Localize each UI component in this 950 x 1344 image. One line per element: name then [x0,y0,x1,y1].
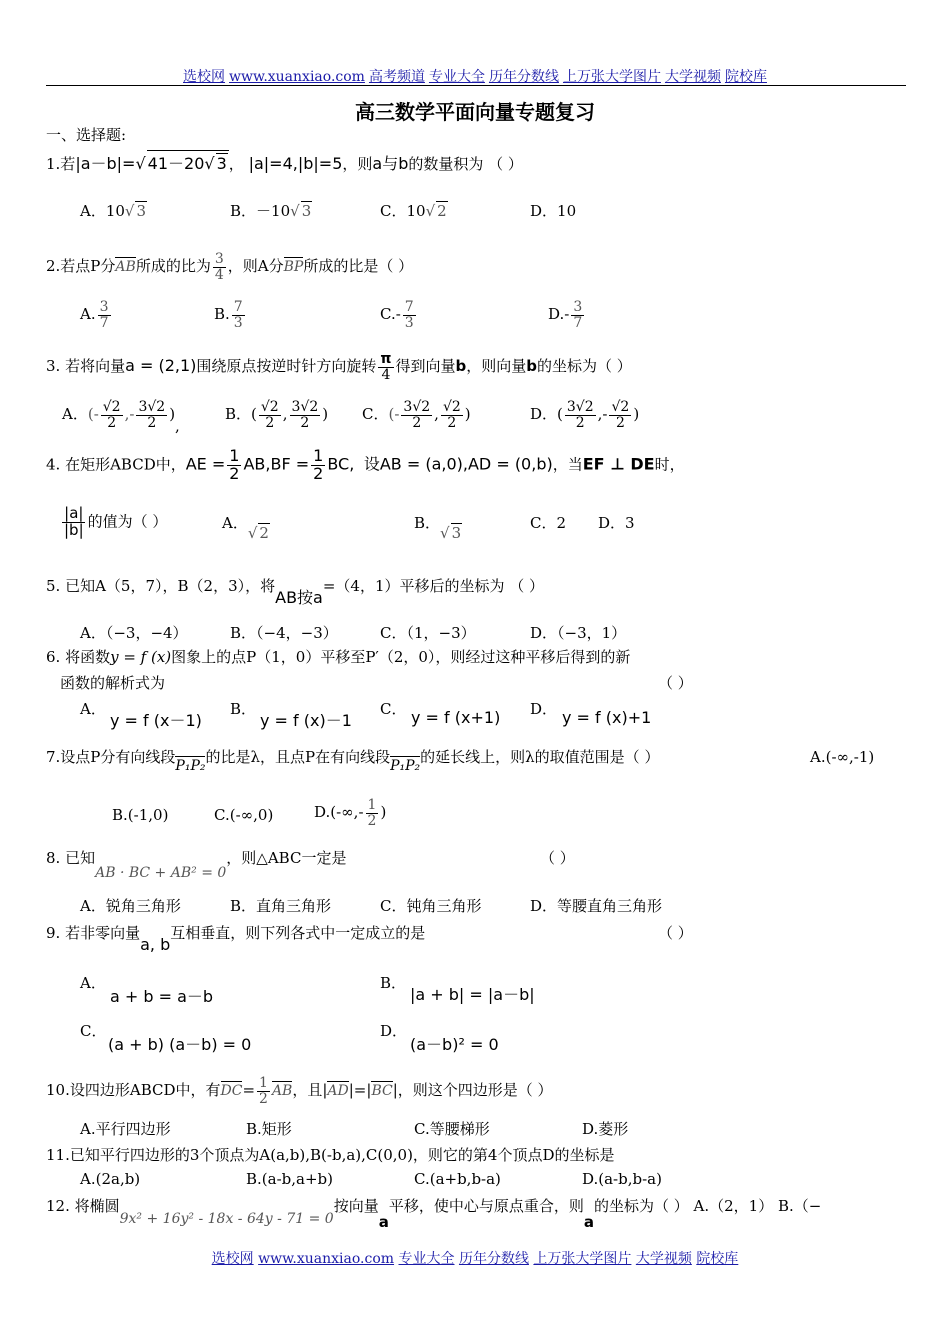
question-4: 4. 在矩形ABCD中，AE = $\frac{1}{2}$ AB,BF = $\frac{1}{2}$ BC, 设AB = (a,0),AD = (0,b)，当EF ⊥ DE时， [46,446,685,483]
header-link[interactable]: 大学视频 [664,69,721,85]
q1-comma: ， [228,155,244,173]
vector-ab: AB [115,255,135,275]
vector-p1p2: P₁P₂ [390,754,420,774]
q1-option-d[interactable]: D．10 [530,202,577,220]
q1-option-c[interactable]: C．10√ 2 [380,202,447,220]
q4-perpendicular: EF ⊥ DE [582,454,655,474]
q9-option-a[interactable]: A． [80,974,106,992]
q8-option-c[interactable]: C．钝角三角形 [380,897,482,915]
q10-option-c[interactable]: C.等腰梯形 [414,1120,490,1138]
q5-option-c[interactable]: C．（1，−3） [380,624,476,642]
page-title: 高三数学平面向量专题复习 [355,100,595,124]
q10-option-a[interactable]: A.平行四边形 [80,1120,171,1138]
header-link[interactable]: 院校库 [724,69,767,85]
footer-links [0,1248,950,1268]
q7-option-a[interactable]: A.(-∞,-1) [810,748,875,766]
q8-answer-paren: （ ） [540,849,575,867]
header-link[interactable]: 高考频道 [368,69,425,85]
q5-vector: AB按a [275,588,323,607]
footer-link[interactable]: 院校库 [696,1251,739,1267]
q11-option-c[interactable]: C.(a+b,b-a) [414,1170,501,1188]
q4-option-b[interactable]: B．√ 3 [414,514,462,542]
q2-fraction: $\frac{3}{4}$ [214,251,224,283]
q2-option-b[interactable]: B. $\frac{7}{3}$ [214,299,243,331]
q2-option-c[interactable]: C.- $\frac{7}{3}$ [380,299,414,331]
vector-p1p2: P₁P₂ [175,754,205,774]
q9-option-d-formula: (a－b)² = 0 [410,1035,499,1054]
q1-condition-2: |a|=4,|b|=5 [248,154,343,173]
footer-link[interactable]: 上万张大学图片 [533,1251,632,1267]
header-link[interactable]: 历年分数线 [488,69,559,85]
q10-option-d[interactable]: D.菱形 [582,1120,629,1138]
q12-ellipse-equation: 9x² + 16y² - 18x - 64y - 71 = 0 [119,1211,334,1227]
vector-bp: BP [284,255,304,275]
question-9: 9. 若非零向量a, b互相垂直，则下列各式中一定成立的是 [46,924,426,954]
footer-link[interactable]: 选校网 [211,1251,254,1267]
q8-option-b[interactable]: B．直角三角形 [230,897,332,915]
q5-option-b[interactable]: B．（−4，−3） [230,624,338,642]
q9-option-c-formula: (a + b) (a－b) = 0 [108,1035,252,1054]
q6-option-a-formula: y = f (x－1) [110,711,202,730]
footer-link[interactable]: 大学视频 [635,1251,692,1267]
q3-option-d[interactable]: D．( $\frac{3√2}{2}$ ,- $\frac{√2}{2}$ ) [530,399,640,431]
q11-option-d[interactable]: D.(a-b,b-a) [582,1170,662,1188]
header-link[interactable]: 专业大全 [428,69,485,85]
q6-option-c-formula: y = f (x+1) [411,708,501,727]
q6-line-2: 函数的解析式为 [60,674,166,692]
q9-option-b[interactable]: B． [380,974,407,992]
q1-tail: 的数量积为 （ ） [408,155,523,173]
q3-option-a[interactable]: A．(- $\frac{√2}{2}$ ,- $\frac{3√2}{2}$ ), [62,399,180,436]
section-heading: 一、选择题: [46,126,127,144]
q8-expression: AB · BC + AB² = 0 [95,865,227,881]
q9-option-d[interactable]: D． [380,1022,408,1040]
question-8: 8. 已知AB · BC + AB² = 0，则△ABC一定是 [46,849,347,881]
question-10: 10.设四边形ABCD中，有DC= $\frac{1}{2}$ AB，且|AD|=|BC|，则这个四边形是（ ） [46,1075,553,1107]
q6-option-b-formula: y = f (x)－1 [260,711,352,730]
footer-link[interactable]: 专业大全 [398,1251,455,1267]
question-6: 6. 将函数y = f (x)图象上的点P（1，0）平移至P′（2，0），则经过这种平移后得到的新 [46,648,631,666]
q2-option-d[interactable]: D.- $\frac{3}{7}$ [548,299,583,331]
q1-prefix: 1.若 [46,155,76,173]
q6-answer-paren: （ ） [658,674,693,692]
q9-option-c[interactable]: C． [80,1022,107,1040]
q1-condition: |a－b|= [75,154,136,173]
question-11: 11.已知平行四边形的3个顶点为A(a,b),B(-b,a),C(0,0)，则它的第4个顶点D的坐标是 [46,1146,615,1164]
q4-option-c[interactable]: C．2 [530,514,567,532]
q4-question-line: $\frac{|a|}{|b|}$ 的值为（ ） [64,504,168,539]
q8-option-a[interactable]: A．锐角三角形 [80,897,181,915]
q6-option-b[interactable]: B． [230,700,257,718]
q1-radical: √ 41－20√ 3 [135,154,228,173]
q11-option-a[interactable]: A.(2a,b) [80,1170,141,1188]
q4-option-a[interactable]: A．√ 2 [222,514,269,542]
q1-mid: ，则 [342,155,373,173]
q1-option-b[interactable]: B．－10√ 3 [230,202,312,220]
q8-option-d[interactable]: D．等腰直角三角形 [530,897,663,915]
q3-option-c[interactable]: C．(- $\frac{3√2}{2}$ , $\frac{√2}{2}$ ) [362,399,471,431]
q11-option-b[interactable]: B.(a-b,a+b) [246,1170,333,1188]
q3-fraction: $\frac{\pi}{4}$ [380,351,392,383]
question-7: 7.设点P分有向线段P₁P₂的比是λ，且点P在有向线段P₁P₂的延长线上，则λ的取值范围是（ ） [46,748,660,774]
q5-option-d[interactable]: D．（−3，1） [530,624,627,642]
question-2: 2.若点P分AB所成的比为 $\frac{3}{4}$ ，则A分BP所成的比是（ ） [46,251,414,283]
q6-option-a[interactable]: A． [80,700,106,718]
q7-option-c[interactable]: C.(-∞,0) [214,806,274,824]
q4-setting: 设AB = (a,0),AD = (0,b) [363,454,553,474]
header-links [0,66,950,86]
q10-option-b[interactable]: B.矩形 [246,1120,292,1138]
q7-option-b[interactable]: B.(-1,0) [112,806,169,824]
q9-option-b-formula: |a + b| = |a－b| [410,985,535,1004]
footer-link[interactable]: 历年分数线 [458,1251,529,1267]
header-link[interactable]: 选校网 [183,69,226,85]
q9-option-a-formula: a + b = a－b [110,987,214,1006]
header-divider [46,85,906,86]
vector-a: a = (2,1) [125,356,197,376]
question-3: 3. 若将向量a = (2,1)围绕原点按逆时针方向旋转 $\frac{\pi}{4}$ 得到向量b，则向量b的坐标为（ ） [46,351,632,383]
question-1 [46,150,523,174]
q6-option-d[interactable]: D． [530,700,558,718]
q6-option-c[interactable]: C． [380,700,407,718]
q1-option-a[interactable]: A．10√ 3 [80,202,147,220]
q5-option-a[interactable]: A．（−3，−4） [80,624,188,642]
question-5: 5. 已知A（5，7），B（2，3），将AB按a=（4，1）平移后的坐标为 （ ） [46,577,545,607]
q2-option-a[interactable]: A. $\frac{3}{7}$ [80,299,109,331]
q9-answer-paren: （ ） [658,924,693,942]
q3-option-b[interactable]: B．( $\frac{√2}{2}$ , $\frac{3√2}{2}$ ) [225,399,329,431]
q7-option-d[interactable]: D.(-∞,- $\frac{1}{2}$ ) [314,797,387,829]
q9-vectors: a, b [140,935,171,954]
footer-link[interactable]: www.xuanxiao.com [258,1251,395,1267]
header-link[interactable]: www.xuanxiao.com [229,69,365,85]
q4-option-d[interactable]: D．3 [598,514,635,532]
q1-vectors: a与b [372,154,409,173]
header-link[interactable]: 上万张大学图片 [562,69,661,85]
question-12: 12. 将椭圆9x² + 16y² - 18x - 64y - 71 = 0按向量a平移，使中心与原点重合，则a的坐标为（ ） A.（2，1） B.（− [46,1197,822,1231]
q6-option-d-formula: y = f (x)+1 [562,708,652,727]
